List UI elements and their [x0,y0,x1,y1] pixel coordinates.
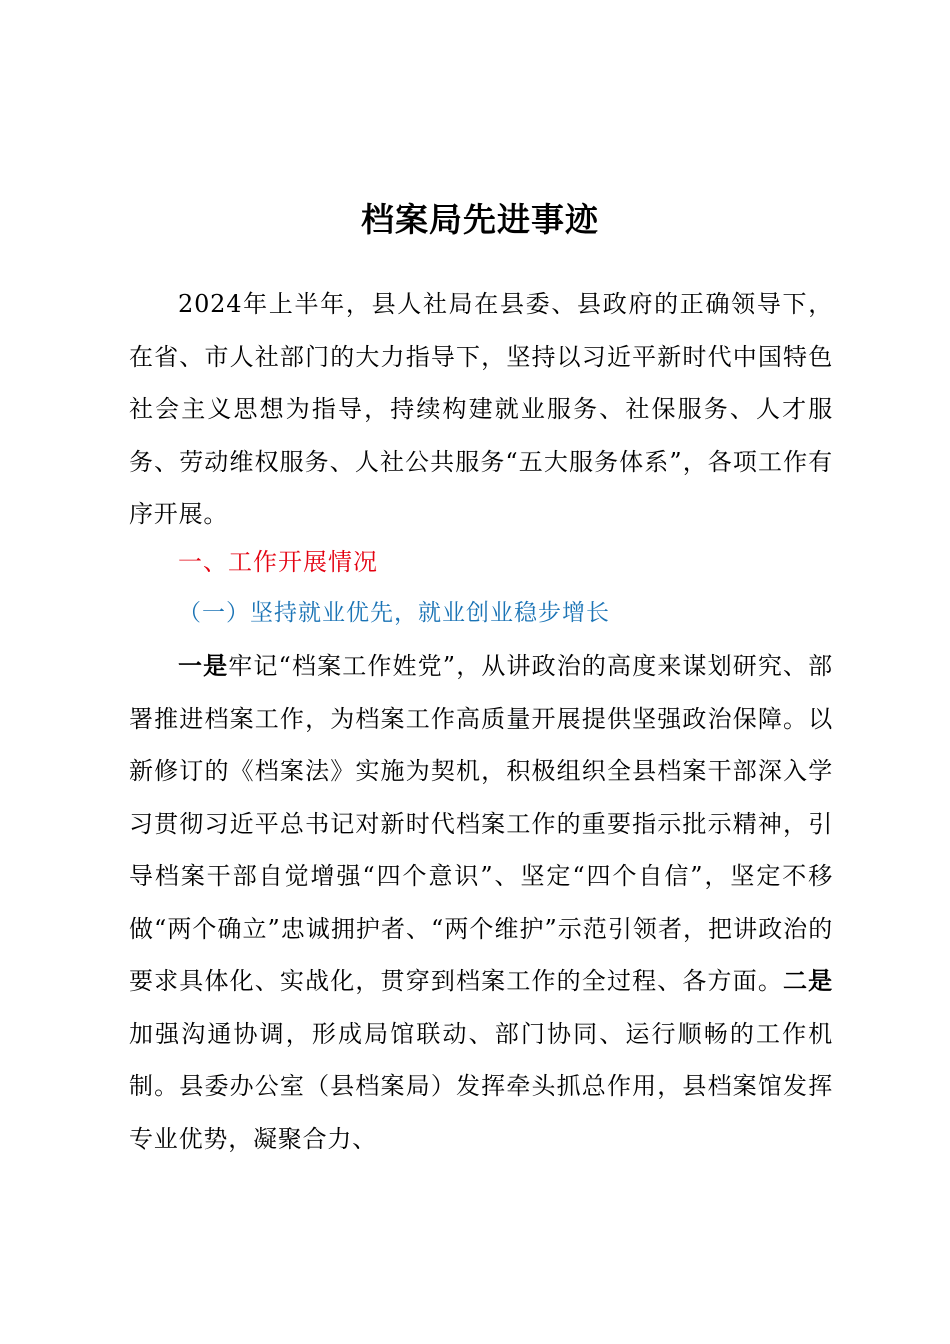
body-paragraph [129,640,833,1165]
section-heading: 一、工作开展情况 [178,548,378,576]
document-title: 档案局先进事迹 [361,200,599,239]
lead-phrase-first: 一是 [178,652,229,680]
paragraph-text-first: 牢记“档案工作姓党”，从讲政治的高度来谋划研究、部署推进档案工作，为档案工作高质量开展提供坚强政治保障。以新修订的《档案法》实施为契机，积极组织全县档案干部深入学习贯彻习近平总书记对新时代档案工作的重要指示批示精神，引导档案干部自觉增强“四个意识”、坚定“四个自信”，坚定不移做“两个确立”忠诚拥护者、“两个维护”示范引领者，把讲政治的要求具体化、实战化，贯穿到档案工作的全过程、各方面。 [129,652,833,995]
paragraph-text-second: 加强沟通协调，形成局馆联动、部门协同、运行顺畅的工作机制。县委办公室（县档案局）发挥牵头抓总作用，县档案馆发挥专业优势，凝聚合力、 [129,1019,833,1153]
lead-phrase-second: 二是 [783,967,833,995]
subsection-heading: （一）坚持就业优先，就业创业稳步增长 [178,600,610,626]
intro-paragraph: 2024年上半年，县人社局在县委、县政府的正确领导下，在省、市人社部门的大力指导下，坚持以习近平新时代中国特色社会主义思想为指导，持续构建就业服务、社保服务、人才服务、劳动维权服务、人社公共服务“五大服务体系”，各项工作有序开展。 [129,290,833,528]
